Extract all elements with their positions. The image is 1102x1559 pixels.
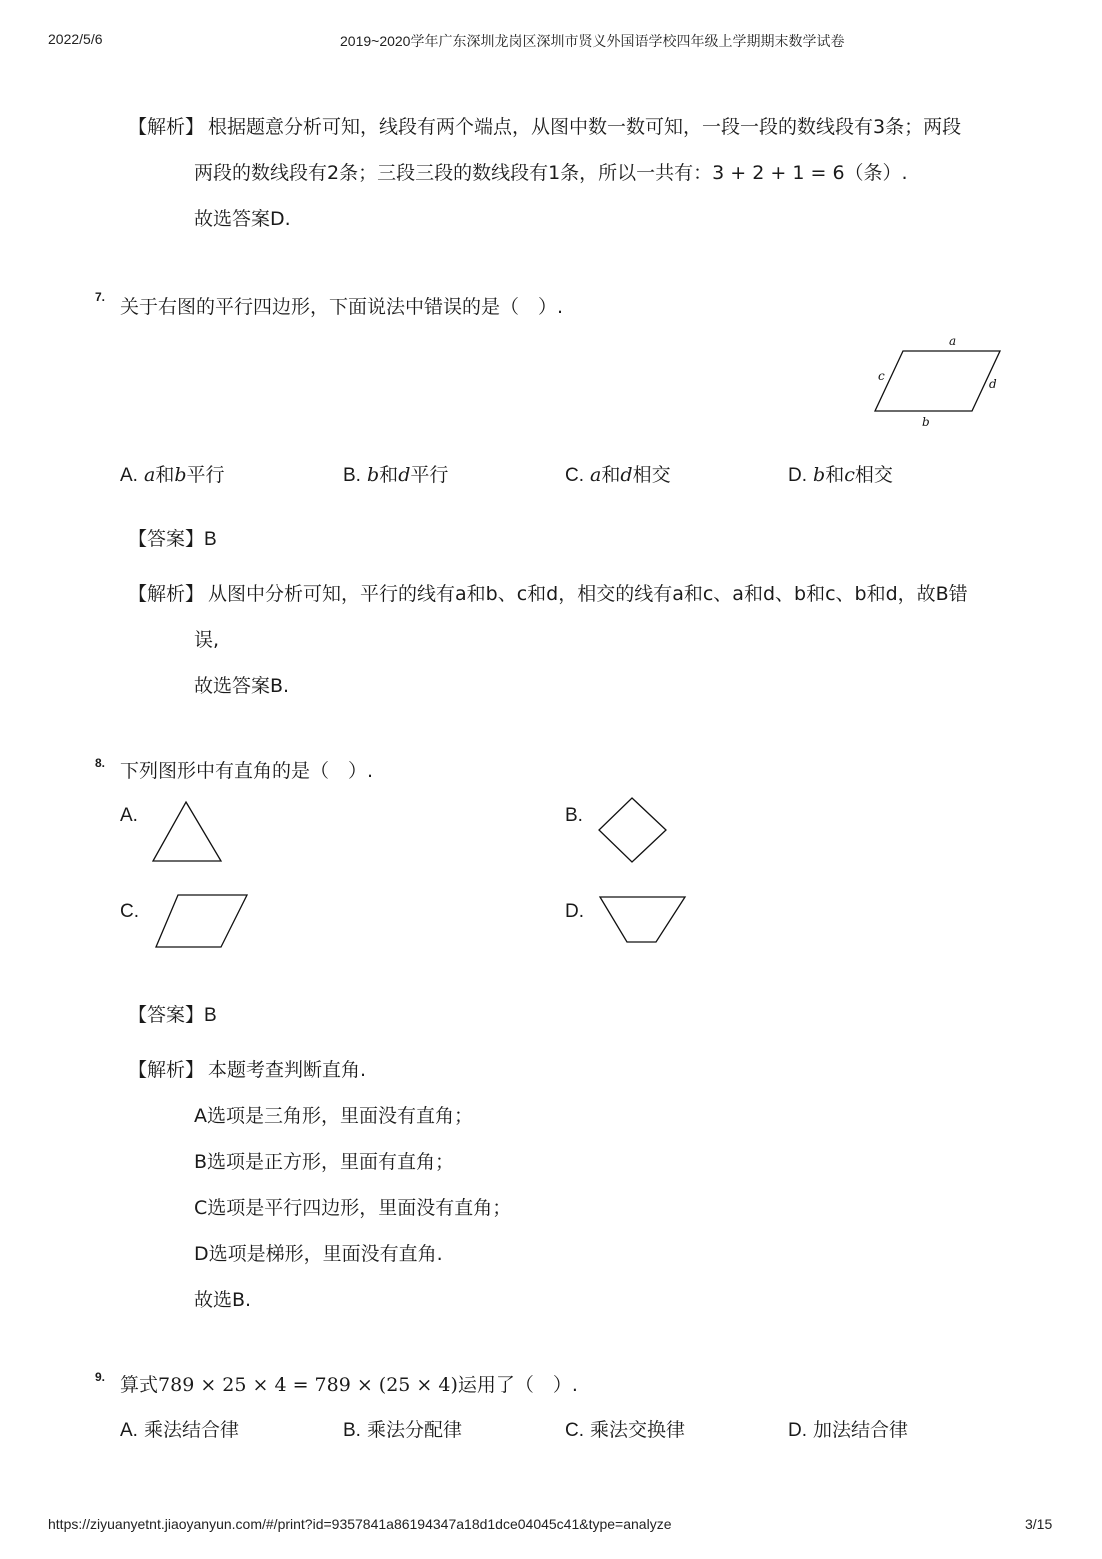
answer-value: B xyxy=(204,1005,217,1026)
page-url: https://ziyuanyetnt.jiaoyanyun.com/#/print?id=9357841a86194347a18d1dce04045c41&type=analyze xyxy=(48,1516,672,1532)
label-c: c xyxy=(878,369,885,383)
question-number: 8. xyxy=(95,756,106,770)
analysis-text-line: 从图中分析可知，平行的线有a和b、c和d，相交的线有a和c、a和d、b和c、b和d，故B错 xyxy=(208,583,968,605)
answer-label: 【答案】 xyxy=(128,1004,205,1026)
analysis-text-line: 根据题意分析可知，线段有两个端点，从图中数一数可知，一段一段的数线段有3条；两段 xyxy=(208,116,962,138)
analysis-text-line: A选项是三角形，里面没有直角； xyxy=(194,1105,473,1127)
formula: 789 × 25 × 4 = 789 × (25 × 4) xyxy=(158,1374,458,1396)
page-number: 3/15 xyxy=(1025,1516,1053,1532)
question-number: 7. xyxy=(95,290,106,304)
option-c[interactable]: C. a和d相交 xyxy=(565,464,671,486)
answer-row xyxy=(128,530,217,549)
option-d[interactable]: D. b和c相交 xyxy=(788,464,893,486)
analysis-text-line: 故选B. xyxy=(194,1289,252,1311)
analysis-label: 【解析】 xyxy=(128,583,205,605)
option-a[interactable]: A. 乘法结合律 xyxy=(120,1419,240,1441)
analysis-text-line: 两段的数线段有2条；三段三段的数线段有1条，所以一共有：3 + 2 + 1 = 6（条）. xyxy=(194,162,908,184)
parallelogram-figure xyxy=(860,330,1020,430)
question-stem: 算式789 × 25 × 4 = 789 × (25 × 4)运用了（ ）. xyxy=(120,1374,578,1396)
option-b[interactable]: B. b和d平行 xyxy=(343,464,449,486)
analysis-label: 【解析】 xyxy=(128,116,205,138)
parallelogram-shape xyxy=(875,351,1000,411)
option-d-letter[interactable]: D. xyxy=(565,901,584,922)
option-c-letter[interactable]: C. xyxy=(120,901,139,922)
analysis-label: 【解析】 xyxy=(128,1059,205,1081)
analysis-text-line: 本题考查判断直角. xyxy=(208,1059,367,1081)
rotated-square-shape[interactable] xyxy=(596,795,670,865)
answer-label: 【答案】 xyxy=(128,528,205,550)
question-number: 9. xyxy=(95,1370,106,1384)
answer-row xyxy=(128,1006,217,1025)
option-c[interactable]: C. 乘法交换律 xyxy=(565,1419,686,1441)
question-stem: 下列图形中有直角的是（ ）. xyxy=(120,760,374,782)
label-b: b xyxy=(922,415,930,429)
analysis-text-line: D选项是梯形，里面没有直角. xyxy=(194,1243,443,1265)
document-title: 2019~2020学年广东深圳龙岗区深圳市贤义外国语学校四年级上学期期末数学试卷 xyxy=(340,33,845,49)
question-stem: 关于右图的平行四边形，下面说法中错误的是（ ）. xyxy=(120,296,564,318)
option-b[interactable]: B. 乘法分配律 xyxy=(343,1419,463,1441)
label-d: d xyxy=(989,377,997,391)
analysis-text-line: 故选答案D. xyxy=(194,208,291,230)
option-a[interactable]: A. a和b平行 xyxy=(120,464,225,486)
option-a-letter[interactable]: A. xyxy=(120,805,138,826)
analysis-text-line: 故选答案B. xyxy=(194,675,290,697)
option-d[interactable]: D. 加法结合律 xyxy=(788,1419,909,1441)
answer-value: B xyxy=(204,529,217,550)
analysis-text-line: 误, xyxy=(194,629,220,651)
trapezoid-shape[interactable] xyxy=(597,894,689,946)
analysis-text-line: C选项是平行四边形，里面没有直角； xyxy=(194,1197,512,1219)
analysis-text-line: B选项是正方形，里面有直角； xyxy=(194,1151,455,1173)
option-b-letter[interactable]: B. xyxy=(565,805,583,826)
print-date: 2022/5/6 xyxy=(48,31,103,47)
triangle-shape[interactable] xyxy=(150,798,226,864)
label-a: a xyxy=(949,334,957,348)
parallelogram-shape[interactable] xyxy=(153,892,251,950)
